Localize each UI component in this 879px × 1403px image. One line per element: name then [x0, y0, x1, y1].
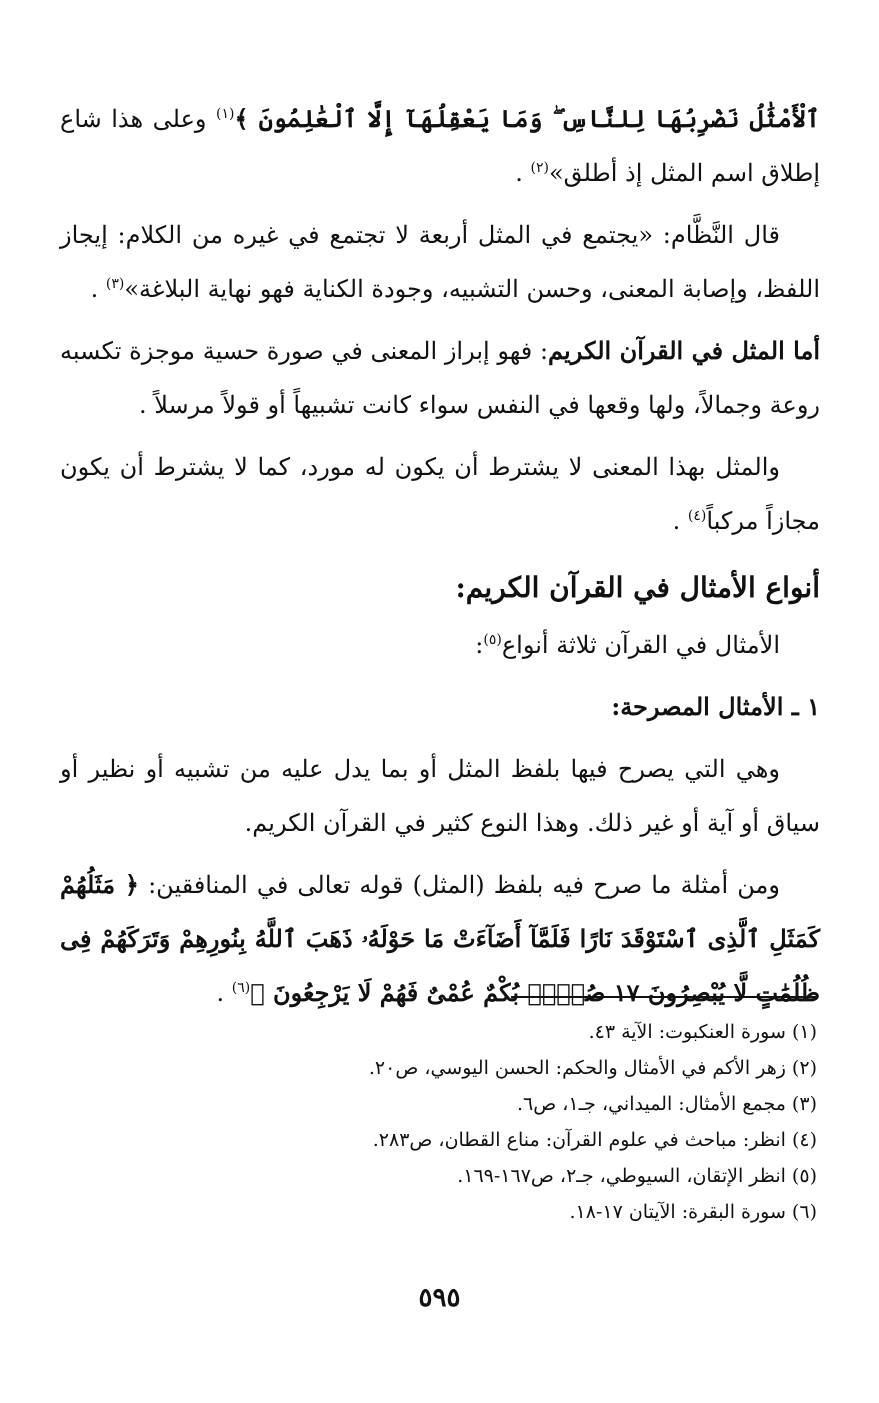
punctuation: : — [475, 631, 484, 659]
paragraph-text: : فهو إبراز المعنى في صورة حسية موجزة تكسبه روعة وجمالاً، ولها وقعها في النفس سواء كانت تشبيهاً أو قولاً مرسلاً . — [60, 337, 820, 419]
paragraph-4 — [60, 440, 820, 548]
quran-verse: ﴿ مَثَلُهُمْ كَمَثَلِ ٱلَّذِى ٱسْتَوْقَدَ نَارًا فَلَمَّآ أَضَآءَتْ مَا حَوْلَهُۥ ذَهَبَ ٱللَّهُ بِنُورِهِمْ وَتَرَكَهُمْ فِى ظُلُمَٰتٍ لَّا يُبْصِرُونَ ١٧ صُمٌّۢ بُكْمٌ عُمْىٌ فَهُمْ لَا يَرْجِعُونَ ﴾ — [60, 870, 820, 1007]
paragraph-text: ومن أمثلة ما صرح فيه بلفظ (المثل) قوله تعالى في المنافقين: — [138, 871, 780, 899]
footnote-ref: (٦) — [231, 980, 251, 996]
page-number: ٥٩٥ — [418, 1283, 461, 1313]
quran-verse: ٱلْأَمْثَٰلُ نَضْرِبُهَا لِلنَّاسِ ۖ وَمَا يَعْقِلُهَآ إِلَّا ٱلْعَٰلِمُونَ ﴾ — [234, 104, 820, 133]
footnote-item: (٣) مجمع الأمثال: الميداني، جـ١، ص٦. — [516, 1093, 817, 1115]
punctuation: . — [515, 159, 531, 187]
footnote-ref: (٤) — [687, 508, 707, 524]
footnote-item: (٤) انظر: مباحث في علوم القرآن: مناع القطان، ص٢٨٣. — [372, 1129, 817, 1151]
paragraph-text: وعلى هذا شاع إطلاق اسم المثل إذ أطلق» — [60, 105, 820, 187]
punctuation: . — [90, 275, 106, 303]
main-text — [60, 92, 820, 1028]
section-heading: أنواع الأمثال في القرآن الكريم: — [455, 571, 820, 604]
footnote-ref: (٥) — [483, 632, 502, 648]
paragraph-text: وهي التي يصرح فيها بلفظ المثل أو بما يدل عليه من تشبيه أو نظير أو سياق أو آية أو غير ذلك. وهذا النوع كثير في القرآن الكريم. — [60, 755, 820, 837]
footnote-separator — [511, 996, 817, 998]
paragraph-6 — [60, 742, 820, 850]
footnotes-list — [97, 1014, 817, 1230]
paragraph-1 — [60, 92, 820, 200]
paragraph-text: الأمثال في القرآن ثلاثة أنواع — [501, 631, 780, 659]
footnote-ref: (٣) — [105, 276, 125, 292]
punctuation: . — [216, 979, 232, 1007]
punctuation: . — [672, 507, 688, 535]
bold-lead: أما المثل في القرآن الكريم — [548, 336, 821, 365]
footnote-ref: (٢) — [530, 160, 549, 176]
footnote-item: (٢) زهر الأكم في الأمثال والحكم: الحسن اليوسي، ص٢٠. — [368, 1057, 817, 1079]
paragraph-text: والمثل بهذا المعنى لا يشترط أن يكون له مورد، كما لا يشترط أن يكون مجازاً مركباً — [60, 453, 820, 535]
footnote-item: (٥) انظر الإتقان، السيوطي، جـ٢، ص١٦٧-١٦٩. — [457, 1165, 817, 1187]
paragraph-text: قال النَّظَّام: «يجتمع في المثل أربعة لا تجتمع في غيره من الكلام: إيجاز اللفظ، وإصابة المعنى، وحسن التشبيه، وجودة الكناية فهو نهاية البلاغة» — [60, 221, 820, 303]
footnote-item: (١) سورة العنكبوت: الآية ٤٣. — [588, 1021, 817, 1043]
paragraph-5 — [60, 618, 820, 672]
paragraph-2 — [60, 208, 820, 316]
footnote-item: (٦) سورة البقرة: الآيتان ١٧-١٨. — [569, 1201, 817, 1223]
paragraph-3 — [60, 324, 820, 432]
footnote-ref: (١) — [215, 106, 235, 122]
subsection-heading: ١ ـ الأمثال المصرحة: — [611, 692, 820, 721]
